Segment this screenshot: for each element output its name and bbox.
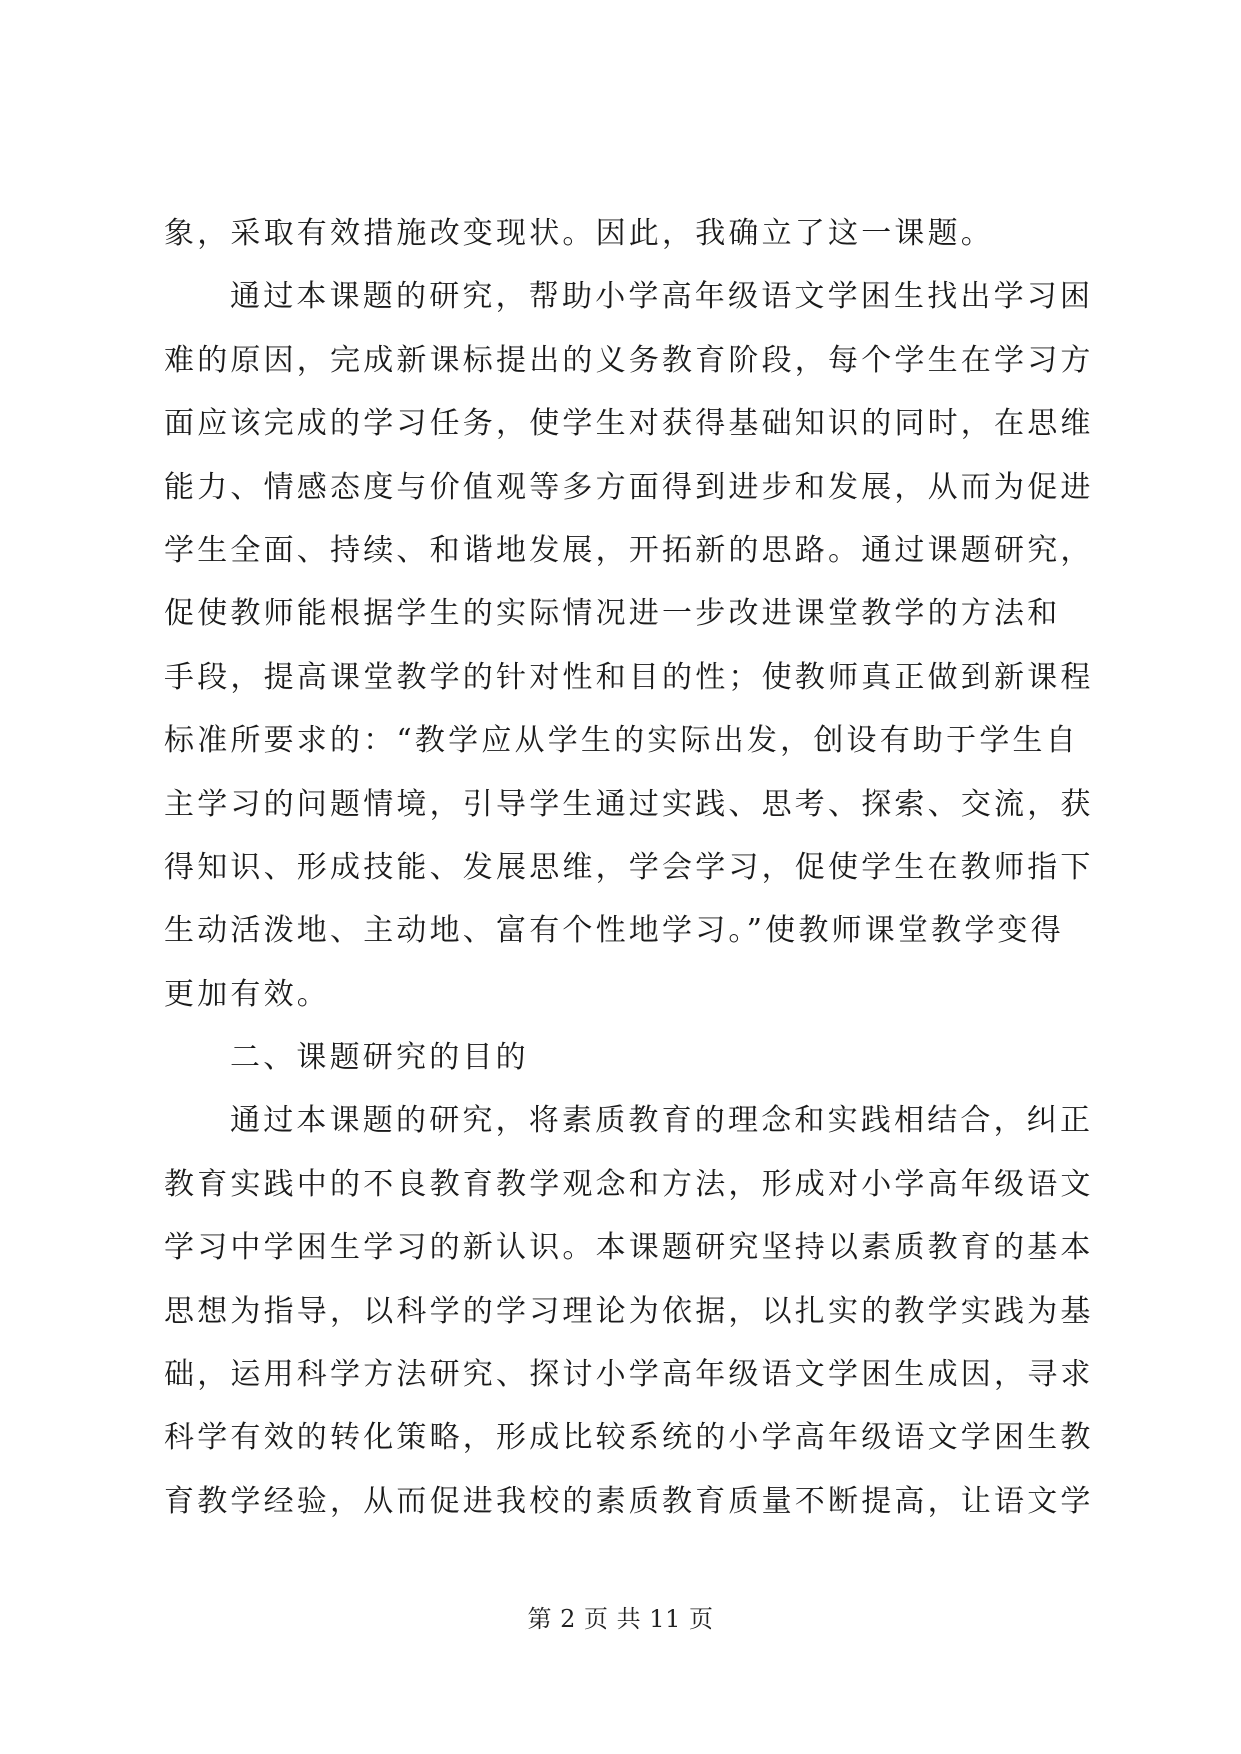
text-line: 得知识、形成技能、发展思维，学会学习，促使学生在教师指下: [164, 849, 1094, 885]
text-line: 科学有效的转化策略，形成比较系统的小学高年级语文学困生教: [164, 1420, 1094, 1456]
paragraph-start-line: 通过本课题的研究，将素质教育的理念和实践相结合，纠正: [230, 1103, 1094, 1139]
body-text: [164, 202, 1094, 1533]
text-line: 主学习的问题情境，引导学生通过实践、思考、探索、交流，获: [164, 786, 1094, 822]
text-line: 面应该完成的学习任务，使学生对获得基础知识的同时，在思维: [164, 406, 1094, 442]
text-line: 象，采取有效措施改变现状。因此，我确立了这一课题。: [164, 216, 994, 251]
text-line: 标准所要求的：“教学应从学生的实际出发，创设有助于学生自: [164, 723, 1079, 759]
text-line: 难的原因，完成新课标提出的义务教育阶段，每个学生在学习方: [164, 342, 1094, 378]
text-line: 促使教师能根据学生的实际情况进一步改进课堂教学的方法和: [164, 596, 1061, 632]
text-line: 学习中学困生学习的新认识。本课题研究坚持以素质教育的基本: [164, 1230, 1094, 1266]
text-line: 学生全面、持续、和谐地发展，开拓新的思路。通过课题研究，: [164, 532, 1094, 568]
paragraph-start-line: 通过本课题的研究，帮助小学高年级语文学困生找出学习困: [230, 279, 1094, 315]
text-line: 思想为指导，以科学的学习理论为依据，以扎实的教学实践为基: [164, 1293, 1094, 1329]
text-line: 能力、情感态度与价值观等多方面得到进步和发展，从而为促进: [164, 469, 1094, 505]
section-heading: 二、课题研究的目的: [230, 1040, 529, 1076]
text-line: 础，运用科学方法研究、探讨小学高年级语文学困生成因，寻求: [164, 1357, 1094, 1393]
text-line: 手段，提高课堂教学的针对性和目的性；使教师真正做到新课程: [164, 659, 1094, 695]
text-line: 更加有效。: [164, 976, 330, 1012]
text-line: 生动活泼地、主动地、富有个性地学习。”使教师课堂教学变得: [164, 913, 1064, 949]
text-line: 教育实践中的不良教育教学观念和方法，形成对小学高年级语文: [164, 1166, 1094, 1202]
text-line: 育教学经验，从而促进我校的素质教育质量不断提高，让语文学: [164, 1483, 1094, 1519]
page-number-footer: 第 2 页 共 11 页: [527, 1605, 714, 1633]
